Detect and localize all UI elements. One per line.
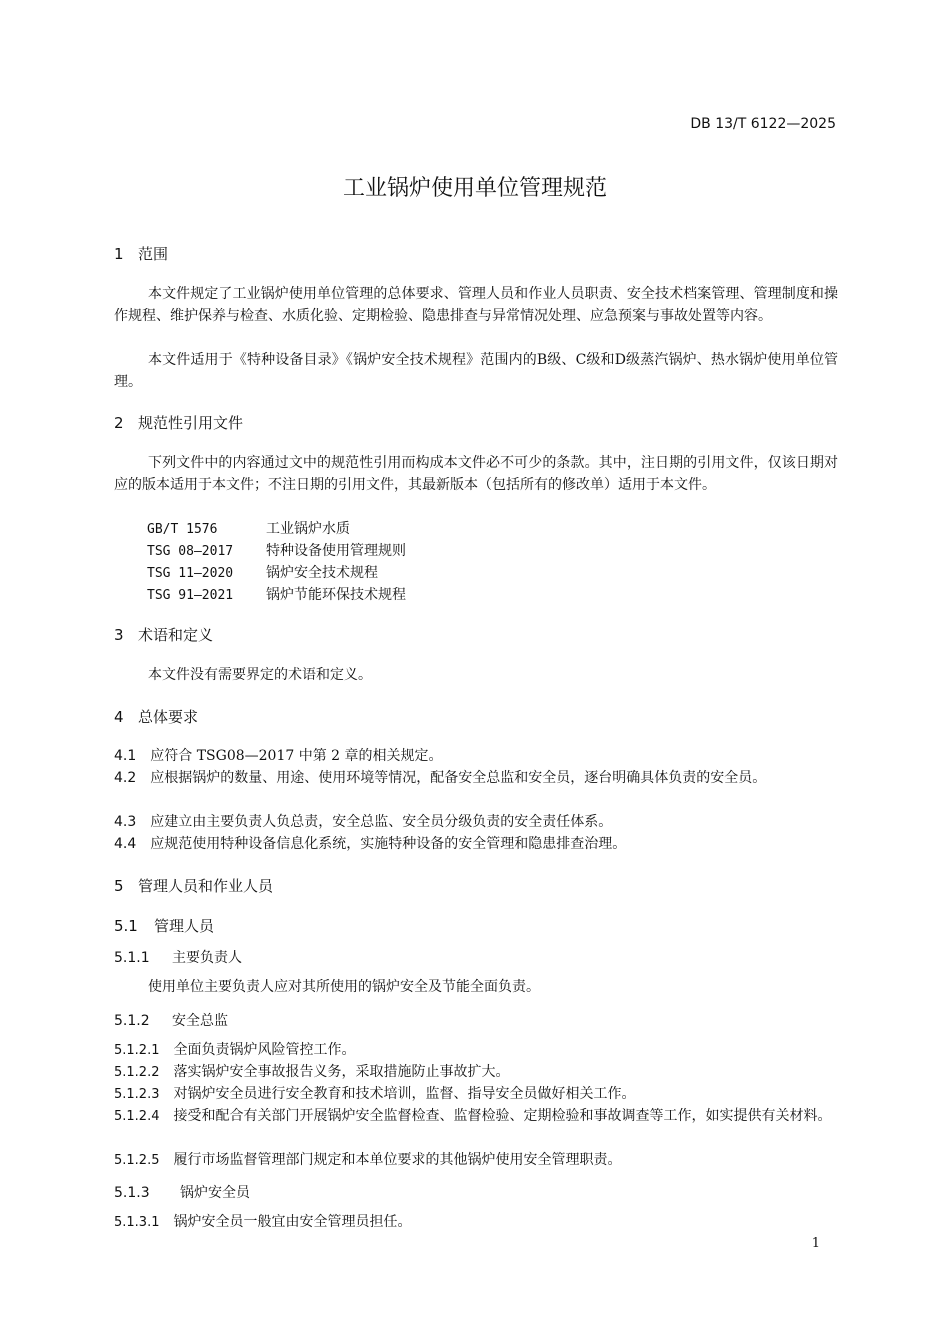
clause-text: 应根据锅炉的数量、用途、使用环境等情况，配备安全总监和安全员，逐台明确具体负责的安全员。 [150,770,767,786]
section-1-paragraph-1: 本文件规定了工业锅炉使用单位管理的总体要求、管理人员和作业人员职责、安全技术档案管理、管理制度和操作规程、维护保养与检查、水质化验、定期检验、隐患排查与异常情况处理、应急预案与事故处置等内容。 [114,286,838,324]
section-4-heading [114,706,198,727]
reference-code: TSG 11—2020 [147,566,234,581]
clause-text: 全面负责锅炉风险管控工作。 [173,1042,356,1058]
clause-text: 应建立由主要负责人负总责，安全总监、安全员分级负责的安全责任体系。 [150,814,613,830]
clause-number: 5.1.3.1 [114,1215,160,1230]
clause-item [114,745,838,767]
subsection-5-1-heading [114,915,214,936]
section-2-paragraph-1: 下列文件中的内容通过文中的规范性引用而构成本文件必不可少的条款。其中，注日期的引用文件，仅该日期对应的版本适用于本文件；不注日期的引用文件，其最新版本（包括所有的修改单）适用于本文件。 [114,455,838,493]
clause-item [114,767,838,789]
subsection-title: 安全总监 [172,1013,228,1029]
reference-code: GB/T 1576 [147,522,218,537]
subsection-title: 管理人员 [154,917,215,935]
subsection-number: 5.1.1 [114,950,150,966]
clause-text: 应符合 TSG08—2017 中第 2 章的相关规定。 [150,748,443,764]
clause-text: 落实锅炉安全事故报告义务，采取措施防止事故扩大。 [173,1064,510,1080]
subsection-number: 5.1.2 [114,1013,150,1029]
subsection-title: 锅炉安全员 [180,1185,250,1201]
document-code: DB 13/T 6122—2025 [690,116,836,132]
normative-reference [147,584,406,604]
reference-name: 特种设备使用管理规则 [266,543,406,559]
section-number: 4 [114,708,124,726]
page-number: 1 [811,1236,820,1251]
reference-code: TSG 91—2021 [147,588,234,603]
section-title: 范围 [138,245,169,263]
subsection-5-1-2-heading [114,1010,228,1030]
clause-item [114,1083,838,1106]
normative-reference [147,562,378,582]
clause-item [114,1149,838,1172]
clause-item [114,1105,838,1128]
section-title: 管理人员和作业人员 [138,877,274,895]
section-number: 1 [114,245,124,263]
clause-text: 履行市场监督管理部门规定和本单位要求的其他锅炉使用安全管理职责。 [173,1152,622,1168]
section-3-paragraph-1: 本文件没有需要界定的术语和定义。 [148,667,372,683]
reference-name: 锅炉安全技术规程 [266,565,378,581]
section-title: 规范性引用文件 [138,414,244,432]
normative-reference [147,518,350,538]
clause-number: 4.3 [114,814,137,830]
clause-number: 4.2 [114,770,137,786]
clause-number: 5.1.2.1 [114,1043,160,1058]
section-number: 2 [114,414,124,432]
document-title: 工业锅炉使用单位管理规范 [342,176,607,201]
clause-item [114,833,838,855]
clause-number: 5.1.2.5 [114,1153,160,1168]
clause-number: 4.1 [114,748,137,764]
subsection-5-1-1-paragraph: 使用单位主要负责人应对其所使用的锅炉安全及节能全面负责。 [148,979,540,995]
clause-text: 对锅炉安全员进行安全教育和技术培训，监督、指导安全员做好相关工作。 [173,1086,636,1102]
reference-name: 锅炉节能环保技术规程 [266,587,406,603]
clause-text: 应规范使用特种设备信息化系统，实施特种设备的安全管理和隐患排查治理。 [150,836,627,852]
clause-item [114,1211,838,1234]
subsection-number: 5.1.3 [114,1185,150,1201]
section-1-paragraph-2: 本文件适用于《特种设备目录》《锅炉安全技术规程》范围内的B级、C级和D级蒸汽锅炉、热水锅炉使用单位管理。 [114,352,838,390]
clause-text: 接受和配合有关部门开展锅炉安全监督检查、监督检验、定期检验和事故调查等工作，如实提供有关材料。 [173,1108,832,1124]
normative-reference [147,540,406,560]
section-2-heading [114,412,243,433]
clause-item [114,1039,838,1062]
subsection-title: 主要负责人 [172,950,242,966]
section-1-heading [114,243,168,264]
section-3-heading [114,624,213,645]
subsection-5-1-1-heading [114,947,242,967]
reference-name: 工业锅炉水质 [266,521,350,537]
clause-number: 4.4 [114,836,137,852]
clause-item [114,811,838,833]
clause-number: 5.1.2.2 [114,1065,160,1080]
subsection-5-1-3-heading [114,1182,250,1202]
clause-number: 5.1.2.3 [114,1087,160,1102]
subsection-number: 5.1 [114,917,138,935]
section-number: 3 [114,626,124,644]
reference-code: TSG 08—2017 [147,544,234,559]
clause-text: 锅炉安全员一般宜由安全管理员担任。 [173,1214,412,1230]
section-5-heading [114,875,273,896]
clause-item [114,1061,838,1084]
section-number: 5 [114,877,124,895]
section-title: 术语和定义 [138,626,214,644]
clause-number: 5.1.2.4 [114,1109,160,1124]
section-title: 总体要求 [138,708,199,726]
